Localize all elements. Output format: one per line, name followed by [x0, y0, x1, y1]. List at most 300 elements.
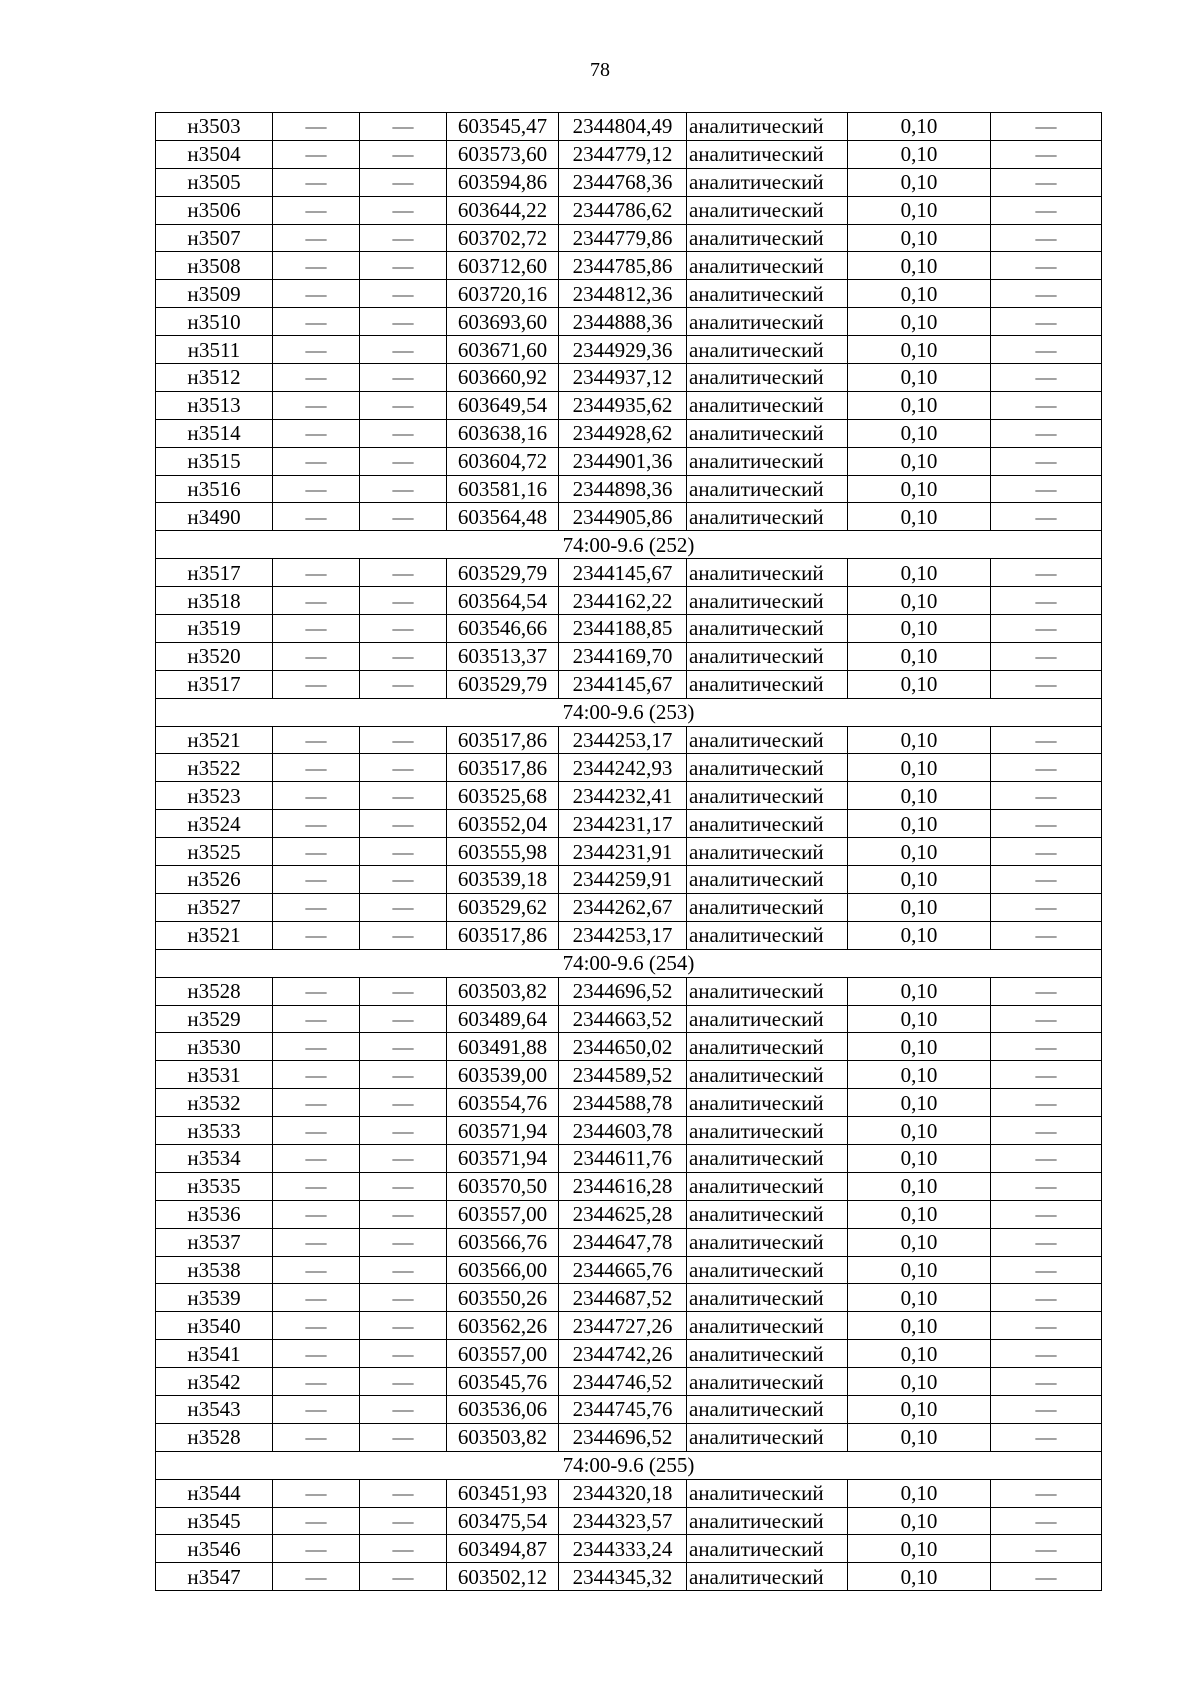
x-coordinate-cell: 603494,87 [447, 1535, 559, 1563]
x-coordinate-cell: 603546,66 [447, 615, 559, 643]
method-cell: аналитический [687, 977, 848, 1005]
dash-cell: — [273, 921, 360, 949]
x-coordinate-cell: 603552,04 [447, 810, 559, 838]
x-coordinate-cell: 603693,60 [447, 308, 559, 336]
method-cell: аналитический [687, 1005, 848, 1033]
dash-cell: — [991, 1507, 1102, 1535]
dash-cell: — [360, 642, 447, 670]
x-coordinate-cell: 603581,16 [447, 475, 559, 503]
dash-cell: — [991, 921, 1102, 949]
accuracy-cell: 0,10 [848, 726, 991, 754]
y-coordinate-cell: 2344647,78 [559, 1228, 687, 1256]
table-row [156, 587, 1102, 615]
table-row [156, 893, 1102, 921]
dash-cell: — [360, 1535, 447, 1563]
dash-cell: — [360, 1256, 447, 1284]
y-coordinate-cell: 2344768,36 [559, 168, 687, 196]
y-coordinate-cell: 2344625,28 [559, 1200, 687, 1228]
accuracy-cell: 0,10 [848, 1172, 991, 1200]
point-id-cell: н3545 [156, 1507, 273, 1535]
dash-cell: — [360, 838, 447, 866]
y-coordinate-cell: 2344898,36 [559, 475, 687, 503]
table-row [156, 1535, 1102, 1563]
table-row [156, 1144, 1102, 1172]
method-cell: аналитический [687, 224, 848, 252]
dash-cell: — [360, 447, 447, 475]
dash-cell: — [360, 140, 447, 168]
x-coordinate-cell: 603660,92 [447, 364, 559, 392]
table-row [156, 1033, 1102, 1061]
y-coordinate-cell: 2344935,62 [559, 391, 687, 419]
dash-cell: — [991, 280, 1102, 308]
dash-cell: — [360, 224, 447, 252]
accuracy-cell: 0,10 [848, 1061, 991, 1089]
table-row [156, 782, 1102, 810]
y-coordinate-cell: 2344727,26 [559, 1312, 687, 1340]
point-id-cell: н3523 [156, 782, 273, 810]
dash-cell: — [991, 615, 1102, 643]
accuracy-cell: 0,10 [848, 1479, 991, 1507]
method-cell: аналитический [687, 1172, 848, 1200]
table-row [156, 754, 1102, 782]
table-row [156, 196, 1102, 224]
x-coordinate-cell: 603720,16 [447, 280, 559, 308]
accuracy-cell: 0,10 [848, 224, 991, 252]
dash-cell: — [273, 196, 360, 224]
point-id-cell: н3542 [156, 1368, 273, 1396]
dash-cell: — [273, 642, 360, 670]
dash-cell: — [360, 1172, 447, 1200]
x-coordinate-cell: 603503,82 [447, 977, 559, 1005]
point-id-cell: н3527 [156, 893, 273, 921]
method-cell: аналитический [687, 1423, 848, 1451]
accuracy-cell: 0,10 [848, 782, 991, 810]
dash-cell: — [360, 419, 447, 447]
dash-cell: — [991, 475, 1102, 503]
dash-cell: — [273, 1395, 360, 1423]
point-id-cell: н3504 [156, 140, 273, 168]
method-cell: аналитический [687, 280, 848, 308]
dash-cell: — [991, 391, 1102, 419]
y-coordinate-cell: 2344616,28 [559, 1172, 687, 1200]
point-id-cell: н3514 [156, 419, 273, 447]
x-coordinate-cell: 603513,37 [447, 642, 559, 670]
accuracy-cell: 0,10 [848, 1312, 991, 1340]
y-coordinate-cell: 2344746,52 [559, 1368, 687, 1396]
dash-cell: — [360, 1340, 447, 1368]
table-row [156, 224, 1102, 252]
y-coordinate-cell: 2344169,70 [559, 642, 687, 670]
point-id-cell: н3522 [156, 754, 273, 782]
x-coordinate-cell: 603529,79 [447, 559, 559, 587]
dash-cell: — [360, 587, 447, 615]
accuracy-cell: 0,10 [848, 447, 991, 475]
accuracy-cell: 0,10 [848, 642, 991, 670]
dash-cell: — [273, 782, 360, 810]
dash-cell: — [991, 140, 1102, 168]
accuracy-cell: 0,10 [848, 140, 991, 168]
y-coordinate-cell: 2344905,86 [559, 503, 687, 531]
dash-cell: — [360, 168, 447, 196]
dash-cell: — [360, 1479, 447, 1507]
method-cell: аналитический [687, 1368, 848, 1396]
table-row [156, 615, 1102, 643]
dash-cell: — [273, 1228, 360, 1256]
x-coordinate-cell: 603525,68 [447, 782, 559, 810]
dash-cell: — [273, 280, 360, 308]
accuracy-cell: 0,10 [848, 336, 991, 364]
table-row [156, 113, 1102, 141]
x-coordinate-cell: 603702,72 [447, 224, 559, 252]
dash-cell: — [273, 977, 360, 1005]
y-coordinate-cell: 2344742,26 [559, 1340, 687, 1368]
accuracy-cell: 0,10 [848, 1089, 991, 1117]
dash-cell: — [360, 1228, 447, 1256]
x-coordinate-cell: 603564,54 [447, 587, 559, 615]
x-coordinate-cell: 603529,62 [447, 893, 559, 921]
method-cell: аналитический [687, 838, 848, 866]
method-cell: аналитический [687, 1479, 848, 1507]
dash-cell: — [273, 1312, 360, 1340]
dash-cell: — [991, 1368, 1102, 1396]
x-coordinate-cell: 603502,12 [447, 1563, 559, 1591]
method-cell: аналитический [687, 921, 848, 949]
method-cell: аналитический [687, 1535, 848, 1563]
dash-cell: — [273, 336, 360, 364]
dash-cell: — [991, 196, 1102, 224]
dash-cell: — [991, 1256, 1102, 1284]
dash-cell: — [273, 308, 360, 336]
y-coordinate-cell: 2344779,12 [559, 140, 687, 168]
point-id-cell: н3509 [156, 280, 273, 308]
accuracy-cell: 0,10 [848, 1340, 991, 1368]
x-coordinate-cell: 603604,72 [447, 447, 559, 475]
dash-cell: — [991, 1005, 1102, 1033]
table-row [156, 559, 1102, 587]
table-row [156, 364, 1102, 392]
y-coordinate-cell: 2344333,24 [559, 1535, 687, 1563]
dash-cell: — [273, 754, 360, 782]
accuracy-cell: 0,10 [848, 168, 991, 196]
x-coordinate-cell: 603503,82 [447, 1423, 559, 1451]
x-coordinate-cell: 603712,60 [447, 252, 559, 280]
accuracy-cell: 0,10 [848, 391, 991, 419]
accuracy-cell: 0,10 [848, 810, 991, 838]
method-cell: аналитический [687, 1200, 848, 1228]
x-coordinate-cell: 603545,47 [447, 113, 559, 141]
x-coordinate-cell: 603539,00 [447, 1061, 559, 1089]
method-cell: аналитический [687, 1144, 848, 1172]
y-coordinate-cell: 2344231,17 [559, 810, 687, 838]
dash-cell: — [273, 587, 360, 615]
dash-cell: — [991, 1535, 1102, 1563]
table-row [156, 503, 1102, 531]
dash-cell: — [360, 1284, 447, 1312]
dash-cell: — [273, 1117, 360, 1145]
table-row [156, 1200, 1102, 1228]
accuracy-cell: 0,10 [848, 977, 991, 1005]
point-id-cell: н3511 [156, 336, 273, 364]
x-coordinate-cell: 603536,06 [447, 1395, 559, 1423]
point-id-cell: н3544 [156, 1479, 273, 1507]
method-cell: аналитический [687, 1563, 848, 1591]
dash-cell: — [273, 1479, 360, 1507]
dash-cell: — [360, 113, 447, 141]
point-id-cell: н3521 [156, 921, 273, 949]
table-row [156, 1061, 1102, 1089]
dash-cell: — [273, 1005, 360, 1033]
dash-cell: — [273, 140, 360, 168]
dash-cell: — [360, 1395, 447, 1423]
dash-cell: — [273, 1563, 360, 1591]
accuracy-cell: 0,10 [848, 1535, 991, 1563]
x-coordinate-cell: 603594,86 [447, 168, 559, 196]
dash-cell: — [991, 308, 1102, 336]
dash-cell: — [273, 1144, 360, 1172]
accuracy-cell: 0,10 [848, 1117, 991, 1145]
dash-cell: — [991, 447, 1102, 475]
dash-cell: — [360, 1089, 447, 1117]
table-row [156, 1395, 1102, 1423]
table-row [156, 1117, 1102, 1145]
y-coordinate-cell: 2344145,67 [559, 670, 687, 698]
point-id-cell: н3525 [156, 838, 273, 866]
method-cell: аналитический [687, 1033, 848, 1061]
y-coordinate-cell: 2344663,52 [559, 1005, 687, 1033]
dash-cell: — [273, 1200, 360, 1228]
dash-cell: — [273, 1284, 360, 1312]
accuracy-cell: 0,10 [848, 1033, 991, 1061]
dash-cell: — [273, 419, 360, 447]
x-coordinate-cell: 603517,86 [447, 726, 559, 754]
table-row [156, 838, 1102, 866]
accuracy-cell: 0,10 [848, 893, 991, 921]
method-cell: аналитический [687, 252, 848, 280]
point-id-cell: н3543 [156, 1395, 273, 1423]
accuracy-cell: 0,10 [848, 754, 991, 782]
dash-cell: — [273, 224, 360, 252]
table-row [156, 168, 1102, 196]
method-cell: аналитический [687, 168, 848, 196]
dash-cell: — [360, 615, 447, 643]
point-id-cell: н3506 [156, 196, 273, 224]
method-cell: аналитический [687, 447, 848, 475]
point-id-cell: н3536 [156, 1200, 273, 1228]
y-coordinate-cell: 2344665,76 [559, 1256, 687, 1284]
dash-cell: — [991, 810, 1102, 838]
table-row [156, 280, 1102, 308]
dash-cell: — [273, 1172, 360, 1200]
page-number: 78 [590, 59, 610, 81]
point-id-cell: н3546 [156, 1535, 273, 1563]
method-cell: аналитический [687, 559, 848, 587]
dash-cell: — [273, 838, 360, 866]
dash-cell: — [991, 1200, 1102, 1228]
dash-cell: — [991, 754, 1102, 782]
accuracy-cell: 0,10 [848, 866, 991, 894]
y-coordinate-cell: 2344253,17 [559, 921, 687, 949]
table-row [156, 1228, 1102, 1256]
x-coordinate-cell: 603475,54 [447, 1507, 559, 1535]
dash-cell: — [360, 1117, 447, 1145]
dash-cell: — [360, 364, 447, 392]
method-cell: аналитический [687, 336, 848, 364]
point-id-cell: н3508 [156, 252, 273, 280]
point-id-cell: н3517 [156, 670, 273, 698]
dash-cell: — [273, 1507, 360, 1535]
y-coordinate-cell: 2344804,49 [559, 113, 687, 141]
dash-cell: — [991, 1479, 1102, 1507]
y-coordinate-cell: 2344779,86 [559, 224, 687, 252]
y-coordinate-cell: 2344812,36 [559, 280, 687, 308]
dash-cell: — [991, 726, 1102, 754]
dash-cell: — [991, 252, 1102, 280]
section-header-row [156, 531, 1102, 559]
accuracy-cell: 0,10 [848, 921, 991, 949]
dash-cell: — [991, 1423, 1102, 1451]
dash-cell: — [273, 1535, 360, 1563]
dash-cell: — [273, 391, 360, 419]
y-coordinate-cell: 2344603,78 [559, 1117, 687, 1145]
x-coordinate-cell: 603557,00 [447, 1340, 559, 1368]
dash-cell: — [360, 1061, 447, 1089]
method-cell: аналитический [687, 726, 848, 754]
accuracy-cell: 0,10 [848, 615, 991, 643]
y-coordinate-cell: 2344650,02 [559, 1033, 687, 1061]
y-coordinate-cell: 2344786,62 [559, 196, 687, 224]
point-id-cell: н3517 [156, 559, 273, 587]
x-coordinate-cell: 603489,64 [447, 1005, 559, 1033]
point-id-cell: н3516 [156, 475, 273, 503]
point-id-cell: н3507 [156, 224, 273, 252]
dash-cell: — [360, 252, 447, 280]
point-id-cell: н3539 [156, 1284, 273, 1312]
table-row [156, 1172, 1102, 1200]
dash-cell: — [991, 1395, 1102, 1423]
y-coordinate-cell: 2344929,36 [559, 336, 687, 364]
dash-cell: — [273, 866, 360, 894]
x-coordinate-cell: 603539,18 [447, 866, 559, 894]
point-id-cell: н3519 [156, 615, 273, 643]
x-coordinate-cell: 603562,26 [447, 1312, 559, 1340]
x-coordinate-cell: 603671,60 [447, 336, 559, 364]
dash-cell: — [360, 1033, 447, 1061]
point-id-cell: н3524 [156, 810, 273, 838]
accuracy-cell: 0,10 [848, 1144, 991, 1172]
dash-cell: — [360, 1423, 447, 1451]
point-id-cell: н3540 [156, 1312, 273, 1340]
y-coordinate-cell: 2344589,52 [559, 1061, 687, 1089]
table-row [156, 308, 1102, 336]
y-coordinate-cell: 2344937,12 [559, 364, 687, 392]
x-coordinate-cell: 603570,50 [447, 1172, 559, 1200]
accuracy-cell: 0,10 [848, 280, 991, 308]
dash-cell: — [360, 1563, 447, 1591]
method-cell: аналитический [687, 1061, 848, 1089]
x-coordinate-cell: 603491,88 [447, 1033, 559, 1061]
accuracy-cell: 0,10 [848, 670, 991, 698]
method-cell: аналитический [687, 642, 848, 670]
dash-cell: — [360, 754, 447, 782]
table-row [156, 1368, 1102, 1396]
dash-cell: — [991, 113, 1102, 141]
dash-cell: — [273, 1033, 360, 1061]
dash-cell: — [360, 280, 447, 308]
dash-cell: — [273, 1089, 360, 1117]
table-row [156, 921, 1102, 949]
accuracy-cell: 0,10 [848, 196, 991, 224]
table-row [156, 391, 1102, 419]
dash-cell: — [991, 1061, 1102, 1089]
point-id-cell: н3520 [156, 642, 273, 670]
method-cell: аналитический [687, 1089, 848, 1117]
y-coordinate-cell: 2344262,67 [559, 893, 687, 921]
table-row [156, 1256, 1102, 1284]
y-coordinate-cell: 2344145,67 [559, 559, 687, 587]
dash-cell: — [991, 1144, 1102, 1172]
point-id-cell: н3528 [156, 977, 273, 1005]
accuracy-cell: 0,10 [848, 1368, 991, 1396]
method-cell: аналитический [687, 866, 848, 894]
table-row [156, 1507, 1102, 1535]
dash-cell: — [991, 168, 1102, 196]
y-coordinate-cell: 2344588,78 [559, 1089, 687, 1117]
dash-cell: — [273, 670, 360, 698]
dash-cell: — [360, 336, 447, 364]
dash-cell: — [360, 391, 447, 419]
point-id-cell: н3534 [156, 1144, 273, 1172]
dash-cell: — [991, 838, 1102, 866]
table-row [156, 670, 1102, 698]
accuracy-cell: 0,10 [848, 475, 991, 503]
y-coordinate-cell: 2344345,32 [559, 1563, 687, 1591]
dash-cell: — [360, 921, 447, 949]
point-id-cell: н3529 [156, 1005, 273, 1033]
dash-cell: — [360, 670, 447, 698]
dash-cell: — [360, 559, 447, 587]
dash-cell: — [360, 893, 447, 921]
table-row [156, 1563, 1102, 1591]
accuracy-cell: 0,10 [848, 559, 991, 587]
dash-cell: — [991, 670, 1102, 698]
point-id-cell: н3535 [156, 1172, 273, 1200]
dash-cell: — [273, 252, 360, 280]
accuracy-cell: 0,10 [848, 419, 991, 447]
y-coordinate-cell: 2344745,76 [559, 1395, 687, 1423]
dash-cell: — [991, 1284, 1102, 1312]
x-coordinate-cell: 603564,48 [447, 503, 559, 531]
method-cell: аналитический [687, 1507, 848, 1535]
dash-cell: — [360, 1144, 447, 1172]
method-cell: аналитический [687, 113, 848, 141]
y-coordinate-cell: 2344928,62 [559, 419, 687, 447]
dash-cell: — [273, 475, 360, 503]
dash-cell: — [273, 113, 360, 141]
point-id-cell: н3518 [156, 587, 273, 615]
accuracy-cell: 0,10 [848, 838, 991, 866]
x-coordinate-cell: 603550,26 [447, 1284, 559, 1312]
dash-cell: — [991, 1340, 1102, 1368]
table-row [156, 1089, 1102, 1117]
accuracy-cell: 0,10 [848, 1507, 991, 1535]
dash-cell: — [273, 1368, 360, 1396]
accuracy-cell: 0,10 [848, 1423, 991, 1451]
dash-cell: — [991, 336, 1102, 364]
accuracy-cell: 0,10 [848, 252, 991, 280]
method-cell: аналитический [687, 391, 848, 419]
point-id-cell: н3538 [156, 1256, 273, 1284]
dash-cell: — [273, 1256, 360, 1284]
